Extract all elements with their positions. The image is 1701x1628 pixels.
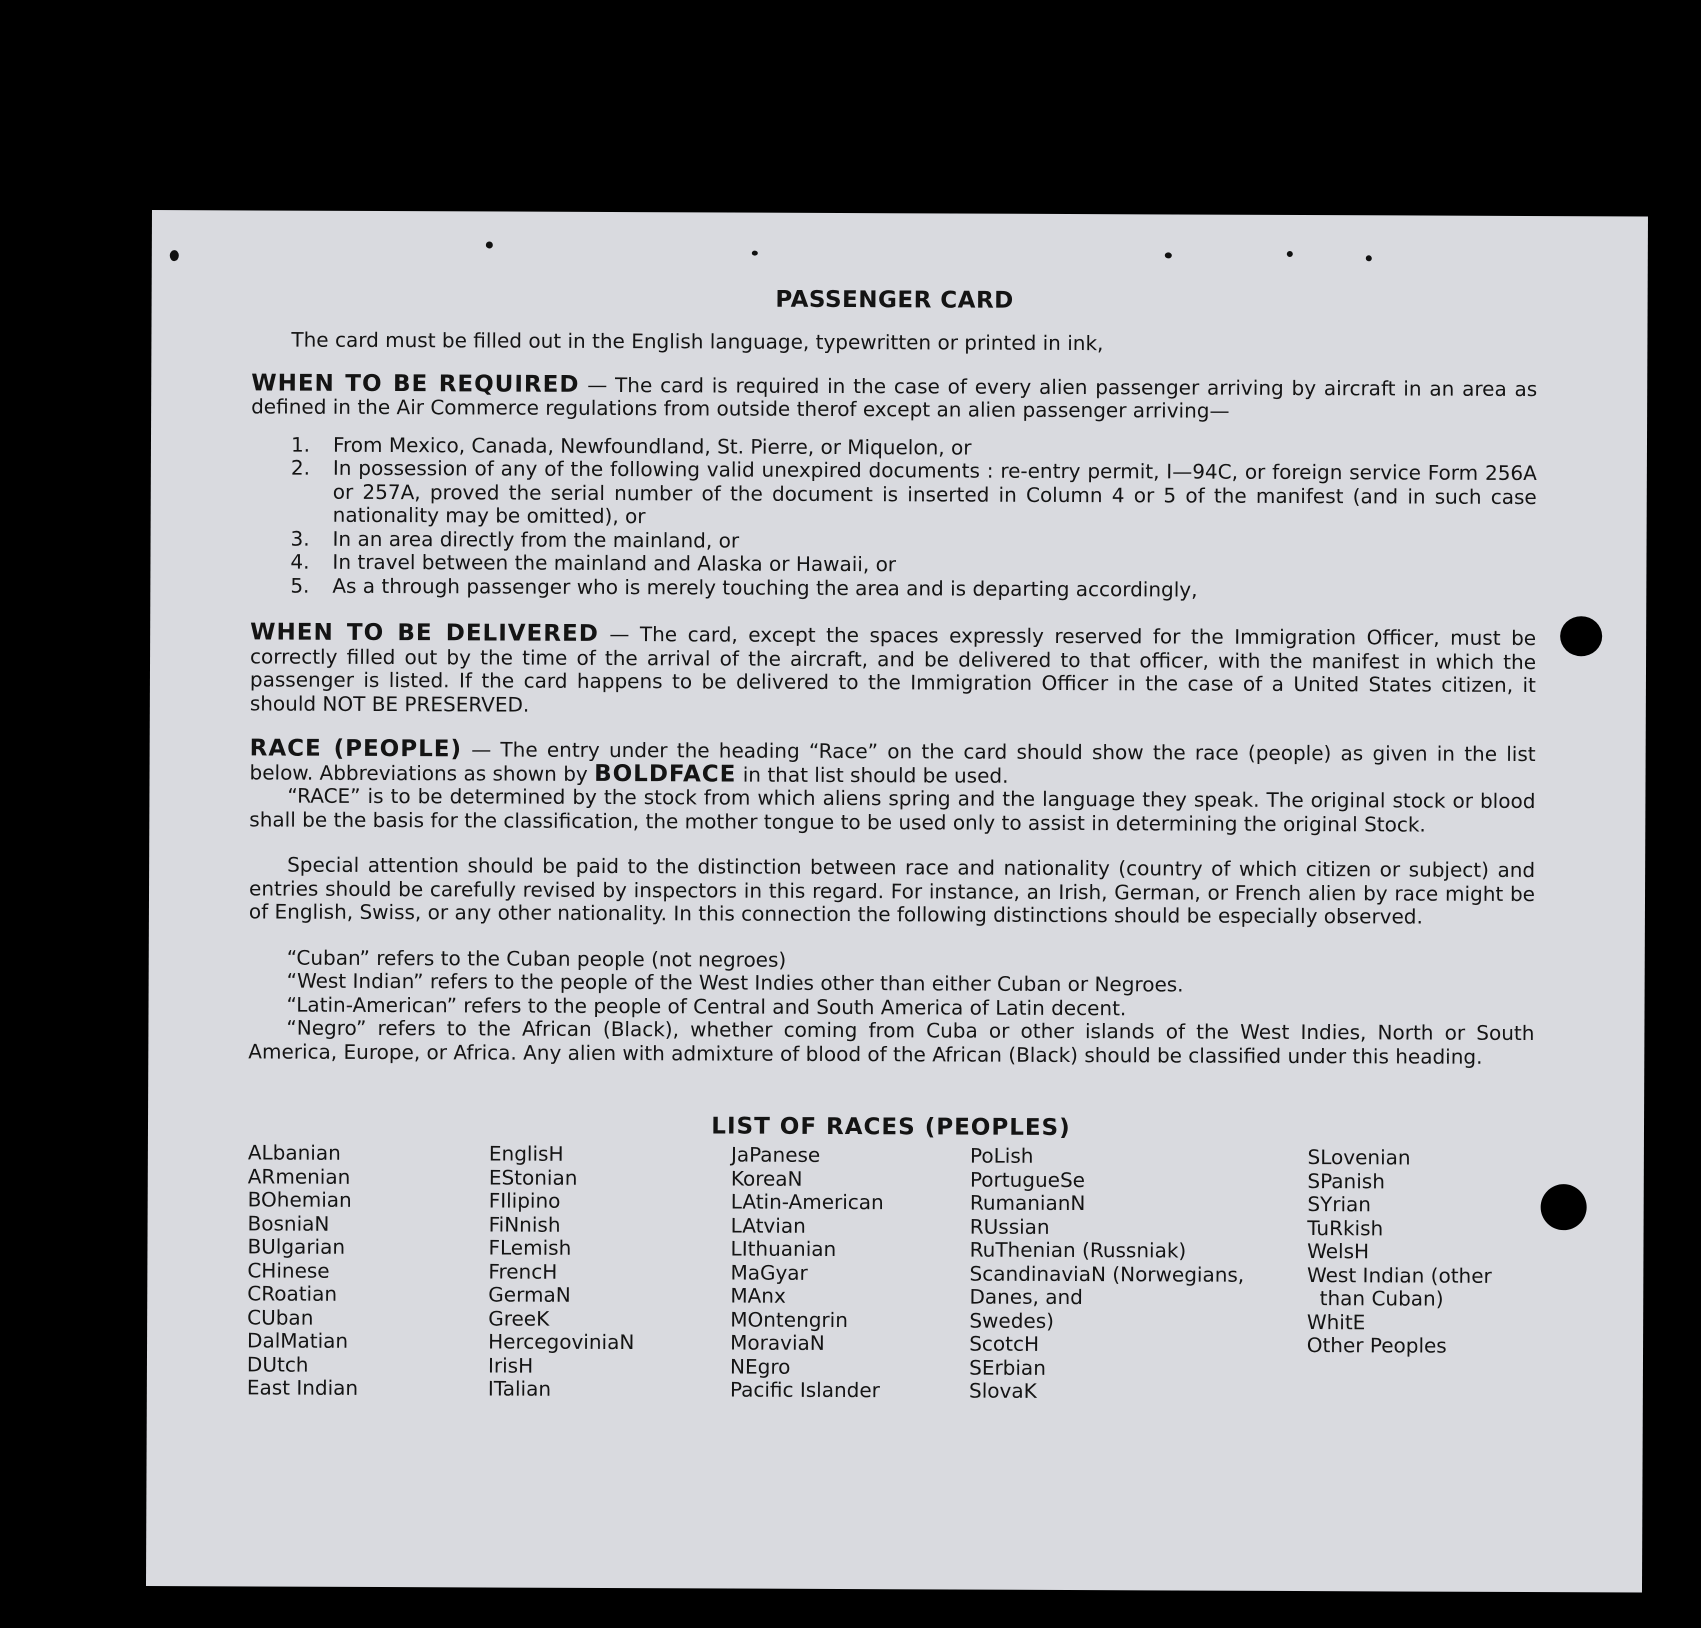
race-item: ITalian (487, 1376, 552, 1401)
section-race: RACE (PEOPLE) — The entry under the heading “Race” on the card should show the race (people) as given in the list below. Abbreviations as shown by BOLDFACE in that list should be used. “RACE” is to be determined by the stock from which aliens spring and the language they speak. The original stock or blood shall be the basis for the classification, the mother tongue to be used only to assist in determining the original Stock. Special attention should be paid to the distinction between race and nationality (country of which citizen or subject) and entries should be carefully revised by inspectors in this regard. For instance, an Irish, German, or French alien by race might be of English, Swiss, or any other nationality. In this connection the following distinctions should be especially observed. (248, 735, 1536, 929)
race-item: EStonian (488, 1164, 578, 1190)
list-item: 4. In travel between the mainland and Alaska or Hawaii, or (290, 549, 897, 577)
race-item: West Indian (other (1307, 1262, 1492, 1288)
list-item: 2. In possession of any of the following valid unexpired documents : re-entry permit, I—94C, or foreign service Form 256A or 257A, proved the serial number of the document is inserted in Column 4 or 5 of the manifest (and in such case nationality may be omitted), or (290, 455, 1537, 529)
race-item: Swedes) (969, 1308, 1055, 1333)
boldface-word: BOLDFACE (594, 760, 737, 788)
card-title: PASSENGER CARD (775, 286, 1014, 314)
ink-speck (1366, 255, 1372, 261)
race-item: NEgro (730, 1354, 791, 1379)
ink-speck (1165, 252, 1172, 258)
ink-speck (486, 241, 493, 248)
race-item: WhitE (1306, 1309, 1366, 1334)
race-distinctions (248, 946, 1535, 1069)
ink-speck (1287, 251, 1293, 257)
race-item: RumanianN (969, 1190, 1086, 1216)
section-text-delivered: — The card, except the spaces expressly reserved for the Immigration Officer, must be correctly filled out by the time of the arrival of the aircraft, and be delivered to that officer, with the manifest in which the passenger is listed. If the card happens to be delivered to the Immigration Officer in the case of a United States citizen, it should NOT BE PRESERVED. (249, 621, 1537, 717)
race-item: GreeK (488, 1305, 550, 1331)
race-item: CRoatian (247, 1281, 338, 1306)
race-item: Pacific Islander (729, 1377, 880, 1403)
race-item: MOntengrin (730, 1307, 848, 1332)
race-item: CHinese (247, 1257, 330, 1283)
race-item: JaPanese (730, 1142, 821, 1167)
race-item: MoraviaN (730, 1330, 825, 1355)
section-heading-required: WHEN TO BE REQUIRED (251, 369, 580, 398)
race-item: Danes, and (969, 1284, 1083, 1310)
race-item: DUtch (246, 1351, 309, 1377)
race-item: WelsH (1307, 1239, 1370, 1264)
race-item: TuRkish (1307, 1215, 1384, 1240)
race-item: IrisH (487, 1352, 534, 1378)
distinction-negro: “Negro” refers to the African (Black), whether coming from Cuba or other islands of the West Indies, North or South America, Europe, or Africa. Any alien with admixture of blood of the African (Black) should be classified under this heading. (248, 1015, 1535, 1069)
race-item: Other Peoples (1306, 1333, 1447, 1358)
race-item: RuThenian (Russniak) (969, 1237, 1187, 1263)
section-when-delivered (250, 621, 1536, 721)
races-list (247, 1141, 1534, 1405)
list-item: 1. From Mexico, Canada, Newfoundland, St. Pierre, or Miquelon, or (290, 432, 972, 460)
race-item: HercegoviniaN (488, 1329, 635, 1355)
list-item: 3. In an area directly from the mainland, or (290, 526, 740, 553)
distinction-cuban: “Cuban” refers to the Cuban people (not negroes) (286, 945, 787, 972)
race-item: FrencH (488, 1258, 558, 1284)
section-heading-race: RACE (PEOPLE) (249, 735, 463, 763)
race-item: DalMatian (247, 1328, 349, 1353)
race-item: KoreaN (730, 1166, 803, 1191)
race-item: MaGyar (730, 1260, 808, 1285)
race-item: LAtin-American (730, 1189, 884, 1215)
race-item: ScandinaviaN (Norwegians, (969, 1261, 1245, 1287)
race-item: BUlgarian (247, 1234, 346, 1259)
race-item: SlovaK (969, 1378, 1037, 1403)
race-item: ALbanian (247, 1140, 341, 1165)
race-item: ScotcH (969, 1331, 1040, 1356)
section-heading-delivered: WHEN TO BE DELIVERED (250, 619, 599, 647)
section-text-required: — The card is required in the case of every alien passenger arriving by aircraft in an area as defined in the Air Commerce regulations from outside therof except an alien passenger arriving— (251, 372, 1538, 423)
race-item: GermaN (488, 1282, 571, 1307)
races-column-3 (730, 1144, 970, 1404)
section-when-required (250, 369, 1538, 603)
race-item: PortugueSe (969, 1167, 1086, 1192)
race-item: RUssian (969, 1214, 1050, 1239)
races-list-title: LIST OF RACES (PEOPLES) (711, 1113, 1071, 1142)
distinction-latin-american: “Latin-American” refers to the people of Central and South America of Latin decent. (286, 992, 1127, 1020)
race-definition: “RACE” is to be determined by the stock from which aliens spring and the language they speak. The original stock or blood shall be the basis for the classification, the mother tongue to be used only to assist in determining the original Stock. (249, 783, 1536, 837)
passenger-card (146, 210, 1648, 1593)
race-item: BOhemian (247, 1187, 352, 1212)
punch-hole (1560, 616, 1602, 656)
race-item: LIthuanian (730, 1236, 837, 1261)
race-item: LAtvian (730, 1213, 806, 1238)
card-intro: The card must be filled out in the English language, typewritten or printed in ink, (291, 327, 1104, 356)
required-exceptions-list (250, 433, 1537, 603)
punch-hole (1541, 1184, 1587, 1230)
race-item: than Cuban) (1306, 1286, 1444, 1311)
race-item: EnglisH (488, 1141, 564, 1166)
race-item: PoLish (970, 1143, 1034, 1168)
race-item: MAnx (730, 1283, 786, 1308)
ink-speck (170, 250, 179, 261)
race-item: SPanish (1307, 1168, 1385, 1193)
race-attention-paragraph: Special attention should be paid to the distinction between race and nationality (country of which citizen or subject) and entries should be carefully revised by inspectors in this regard. For instance, an Irish, German, or French alien by race might be of English, Swiss, or any other nationality. In this connection the following distinctions should be especially observed. (248, 852, 1536, 929)
race-item: FLemish (488, 1235, 572, 1260)
race-item: SErbian (969, 1355, 1046, 1380)
race-item: CUban (247, 1304, 314, 1330)
race-item: East Indian (246, 1375, 359, 1400)
races-column-4 (969, 1145, 1308, 1405)
list-item: 5. As a through passenger who is merely touching the area and is departing accordingly, (290, 573, 1198, 602)
races-column-2 (488, 1142, 731, 1402)
race-item: FIlipino (488, 1188, 561, 1213)
races-column-5 (1306, 1146, 1533, 1405)
race-item: SLovenian (1307, 1145, 1411, 1170)
ink-speck (752, 251, 758, 256)
race-item: ARmenian (247, 1163, 351, 1189)
race-item: SYrian (1307, 1192, 1372, 1217)
race-item: BosniaN (247, 1210, 330, 1236)
distinction-west-indian: “West Indian” refers to the people of the West Indies other than either Cuban or Negroes. (286, 968, 1184, 997)
race-item: FiNnish (488, 1211, 561, 1237)
races-column-1 (247, 1141, 489, 1401)
